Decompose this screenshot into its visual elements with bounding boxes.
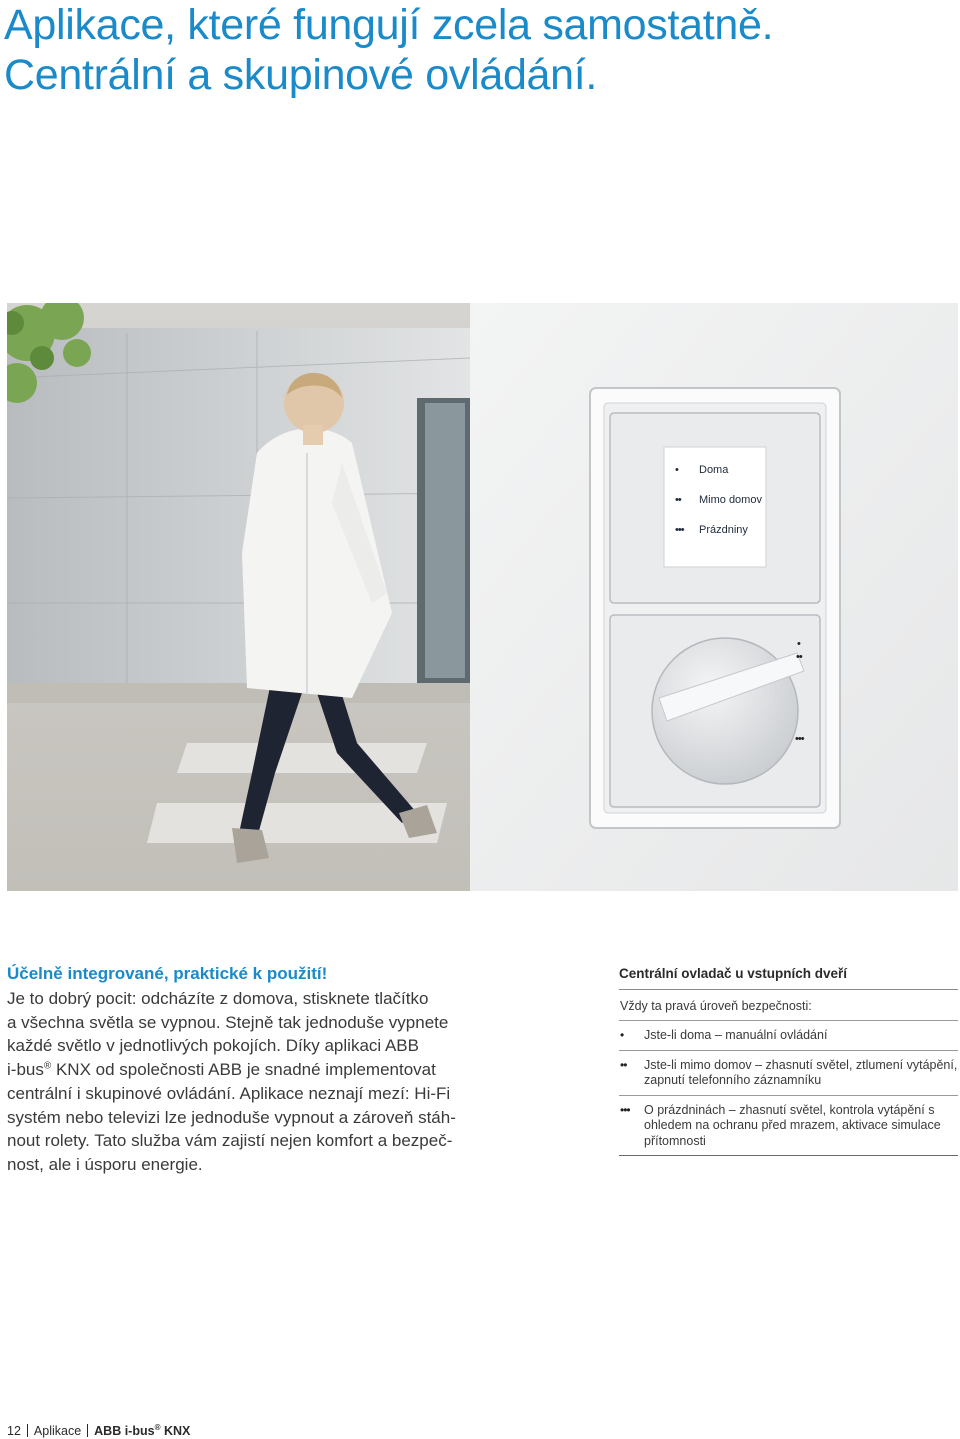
level-dots: ••• [620,1102,630,1117]
knob-mark-3: ••• [795,733,804,745]
sidebar-title: Centrální ovladač u vstupních dveří [619,966,848,981]
sidebar-item-text: Jste-li doma – manuální ovládání [644,1028,828,1042]
intro-line: nost, ale i úsporu energie. [7,1154,203,1174]
footer-brand: ABB i-bus® KNX [94,1423,191,1439]
switch-option: • Doma [675,464,729,476]
page-headline [4,0,773,100]
intro-line: každé světlo v jednotlivých pokojích. Díky aplikaci ABB [7,1036,419,1056]
knx-text: KNX od společnosti ABB je snadné implementovat [55,1060,436,1080]
sidebar-box [619,966,958,1156]
headline-line-1: Aplikace, které fungují zcela samostatně. [4,1,774,49]
headline-line-2: Centrální a skupinové ovládání. [4,51,598,99]
sidebar-subtitle: Vždy ta pravá úroveň bezpečnosti: [620,999,812,1013]
intro-line: a všechna světla se vypnou. Stejně tak jednoduše vypnete [7,1012,449,1032]
switch-option: •• Mimo domov [675,494,762,506]
intro-title: Účelně integrované, praktické k použití! [7,964,328,983]
footer-separator [27,1424,28,1437]
page-number: 12 [7,1424,21,1439]
page-footer [7,1420,190,1439]
intro-line: nout rolety. Tato služba vám zajistí nejen komfort a bezpeč- [7,1131,453,1151]
knob-mark-1: • [797,638,801,650]
ibus-text: i-bus [7,1060,44,1080]
footer-section: Aplikace [33,1424,82,1439]
intro-body [7,987,462,1177]
intro-line: centrální i skupinové ovládání. Aplikace neznají mezí: Hi-Fi [7,1083,451,1103]
footer-separator [87,1424,88,1437]
registered-mark: ® [154,1423,161,1432]
sidebar-item [619,1095,958,1156]
level-dots: • [620,1028,624,1042]
sidebar-item [619,1050,958,1095]
switch-option: ••• Prázdniny [675,524,748,536]
intro-line-ibus [7,1058,462,1082]
sidebar-item-text: Jste-li mimo domov – zhasnutí světel, ztlumení vytápění, zapnutí telefonního záznamníku [644,1057,958,1087]
intro-line: Je to dobrý pocit: odcházíte z domova, stisknete tlačítko [7,989,429,1008]
sidebar-bottom-rule [619,1155,958,1156]
knob-mark-2: •• [796,651,802,663]
intro-line: systém nebo televizi lze jednoduše vypnout a zároveň stáh- [7,1107,456,1127]
switch-display [675,464,765,554]
registered-mark: ® [43,1060,52,1072]
sidebar-item [619,1020,958,1050]
level-dots: •• [620,1057,627,1072]
hero-photo [7,303,958,891]
sidebar-item-text: O prázdninách – zhasnutí světel, kontrola vytápění s ohledem na ochranu před mrazem, aktivace simulace přítomnosti [644,1102,941,1148]
